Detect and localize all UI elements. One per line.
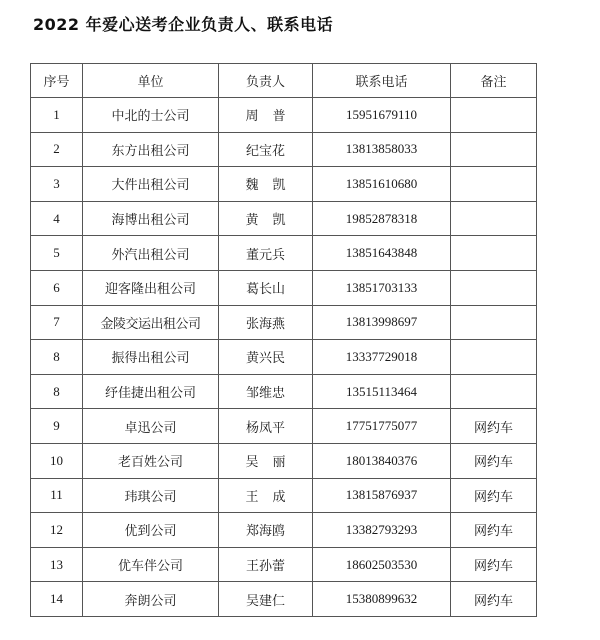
cell-no-text: 8 — [53, 348, 60, 364]
cell-no — [31, 374, 83, 409]
cell-unit-text: 玮琪公司 — [124, 489, 177, 505]
cell-phone — [313, 478, 451, 513]
cell-person — [219, 582, 313, 617]
cell-phone-text: 18013840376 — [345, 452, 418, 468]
cell-phone-text: 13815876937 — [345, 487, 418, 503]
cell-phone — [313, 443, 451, 478]
cell-person — [219, 340, 313, 375]
cell-phone — [313, 374, 451, 409]
cell-unit — [83, 547, 219, 582]
cell-person — [219, 270, 313, 305]
cell-note — [451, 340, 537, 375]
cell-phone-text: 13851610680 — [345, 175, 418, 191]
cell-phone-text: 13813998697 — [345, 314, 418, 330]
table-row — [31, 409, 537, 444]
cell-no-text: 2 — [53, 141, 60, 157]
table-row — [31, 513, 537, 548]
cell-unit-text: 卓迅公司 — [124, 420, 177, 436]
contacts-table — [30, 63, 537, 617]
cell-no — [31, 270, 83, 305]
cell-unit — [83, 98, 219, 133]
cell-unit — [83, 305, 219, 340]
cell-person — [219, 547, 313, 582]
cell-no-text: 10 — [50, 452, 63, 468]
cell-person-text: 郑海鸥 — [245, 524, 285, 540]
cell-phone — [313, 236, 451, 271]
cell-unit — [83, 201, 219, 236]
cell-person — [219, 443, 313, 478]
cell-phone — [313, 513, 451, 548]
cell-no-text: 1 — [53, 106, 60, 122]
cell-no-text: 11 — [50, 487, 63, 503]
cell-unit-text: 大件出租公司 — [111, 178, 190, 194]
cell-no-text: 8 — [53, 383, 60, 399]
cell-note-text: 网约车 — [473, 559, 513, 575]
cell-phone — [313, 270, 451, 305]
cell-phone — [313, 98, 451, 133]
cell-note — [451, 305, 537, 340]
table-row — [31, 98, 537, 133]
cell-no-text: 12 — [50, 521, 63, 537]
cell-person-text: 周普 — [245, 109, 300, 125]
cell-unit-text: 奔朗公司 — [124, 593, 177, 609]
cell-note-text: 网约车 — [473, 420, 513, 436]
cell-person-text: 纪宝花 — [245, 143, 285, 159]
cell-note — [451, 167, 537, 202]
cell-unit — [83, 236, 219, 271]
cell-note — [451, 443, 537, 478]
table-row — [31, 305, 537, 340]
table-row — [31, 582, 537, 617]
cell-person-text: 吴丽 — [245, 455, 300, 471]
cell-person — [219, 305, 313, 340]
cell-unit — [83, 374, 219, 409]
cell-no — [31, 98, 83, 133]
cell-person — [219, 98, 313, 133]
cell-unit-text: 纾佳捷出租公司 — [104, 386, 196, 402]
cell-person — [219, 201, 313, 236]
table-row — [31, 132, 537, 167]
table-row — [31, 201, 537, 236]
cell-no — [31, 201, 83, 236]
cell-note-text: 网约车 — [473, 489, 513, 505]
cell-phone-text: 17751775077 — [345, 418, 418, 434]
cell-unit — [83, 513, 219, 548]
cell-phone-text: 13851703133 — [345, 279, 418, 295]
cell-phone — [313, 340, 451, 375]
table-row — [31, 236, 537, 271]
header-cell-note: 备注 — [451, 64, 537, 98]
cell-no — [31, 409, 83, 444]
cell-unit — [83, 478, 219, 513]
cell-note-text: 网约车 — [473, 593, 513, 609]
cell-person-text: 董元兵 — [245, 247, 285, 263]
cell-phone-text: 13337729018 — [345, 348, 418, 364]
cell-phone — [313, 547, 451, 582]
cell-no — [31, 547, 83, 582]
cell-unit-text: 中北的士公司 — [111, 109, 190, 125]
cell-unit-text: 老百姓公司 — [117, 455, 183, 471]
cell-unit — [83, 409, 219, 444]
cell-phone-text: 13851643848 — [345, 245, 418, 261]
table-row — [31, 374, 537, 409]
cell-no-text: 6 — [53, 279, 60, 295]
cell-person-text: 杨凤平 — [245, 420, 285, 436]
cell-person — [219, 513, 313, 548]
cell-unit-text: 振得出租公司 — [111, 351, 190, 367]
cell-no — [31, 582, 83, 617]
header-cell-unit: 单位 — [83, 64, 219, 98]
cell-note-text: 网约车 — [473, 455, 513, 471]
cell-no — [31, 443, 83, 478]
cell-unit — [83, 167, 219, 202]
cell-phone-text: 18602503530 — [345, 556, 418, 572]
cell-person — [219, 478, 313, 513]
table-row — [31, 547, 537, 582]
table-body — [31, 98, 537, 617]
cell-unit — [83, 132, 219, 167]
cell-phone-text: 15380899632 — [345, 591, 418, 607]
cell-no — [31, 236, 83, 271]
cell-person — [219, 132, 313, 167]
cell-no-text: 9 — [53, 418, 60, 434]
cell-note — [451, 270, 537, 305]
cell-unit-text: 迎客隆出租公司 — [104, 282, 196, 298]
cell-note — [451, 582, 537, 617]
cell-unit-text: 海博出租公司 — [111, 213, 190, 229]
cell-note — [451, 132, 537, 167]
cell-unit — [83, 340, 219, 375]
table-row — [31, 478, 537, 513]
cell-unit-text: 外汽出租公司 — [111, 247, 190, 263]
cell-no-text: 13 — [50, 556, 63, 572]
cell-phone-text: 13382793293 — [345, 521, 418, 537]
cell-person — [219, 236, 313, 271]
header-cell-phone: 联系电话 — [313, 64, 451, 98]
cell-phone — [313, 305, 451, 340]
cell-no — [31, 132, 83, 167]
header-cell-no: 序号 — [31, 64, 83, 98]
cell-note-text: 网约车 — [473, 524, 513, 540]
cell-phone — [313, 201, 451, 236]
cell-phone — [313, 167, 451, 202]
table-row — [31, 270, 537, 305]
cell-no — [31, 478, 83, 513]
cell-unit-text: 优车伴公司 — [117, 559, 183, 575]
cell-person — [219, 374, 313, 409]
cell-person-text: 邹维忠 — [245, 386, 285, 402]
cell-note — [451, 98, 537, 133]
cell-note — [451, 374, 537, 409]
cell-person — [219, 409, 313, 444]
cell-note — [451, 547, 537, 582]
cell-unit-text: 东方出租公司 — [111, 143, 190, 159]
cell-phone-text: 13813858033 — [345, 141, 418, 157]
cell-no — [31, 305, 83, 340]
cell-person — [219, 167, 313, 202]
table-row — [31, 167, 537, 202]
cell-person-text: 王成 — [245, 489, 300, 505]
cell-person-text: 葛长山 — [245, 282, 285, 298]
cell-no-text: 5 — [53, 245, 60, 261]
cell-note — [451, 513, 537, 548]
cell-person-text: 王孙蕾 — [245, 559, 285, 575]
cell-phone — [313, 409, 451, 444]
cell-no — [31, 167, 83, 202]
cell-person-text: 魏凯 — [245, 178, 300, 194]
cell-person-text: 黄凯 — [245, 213, 300, 229]
cell-person-text: 张海燕 — [245, 316, 285, 332]
cell-note — [451, 409, 537, 444]
cell-unit — [83, 443, 219, 478]
cell-phone — [313, 582, 451, 617]
cell-unit-text: 金陵交运出租公司 — [100, 316, 201, 332]
cell-phone-text: 19852878318 — [345, 210, 418, 226]
cell-note — [451, 236, 537, 271]
cell-no-text: 7 — [53, 314, 60, 330]
cell-no-text: 3 — [53, 175, 60, 191]
cell-no — [31, 513, 83, 548]
header-cell-person: 负责人 — [219, 64, 313, 98]
cell-no — [31, 340, 83, 375]
table-row — [31, 340, 537, 375]
cell-no-text: 14 — [50, 591, 63, 607]
cell-person-text: 吴建仁 — [245, 593, 285, 609]
document-title: 2022 年爱心送考企业负责人、联系电话 — [33, 15, 334, 34]
cell-phone-text: 15951679110 — [345, 106, 418, 122]
cell-note — [451, 201, 537, 236]
cell-unit — [83, 270, 219, 305]
table-header-row — [31, 64, 537, 98]
cell-note — [451, 478, 537, 513]
cell-unit — [83, 582, 219, 617]
cell-person-text: 黄兴民 — [245, 351, 285, 367]
cell-no-text: 4 — [53, 210, 60, 226]
table-row — [31, 443, 537, 478]
cell-unit-text: 优到公司 — [124, 524, 177, 540]
cell-phone — [313, 132, 451, 167]
cell-phone-text: 13515113464 — [345, 383, 418, 399]
